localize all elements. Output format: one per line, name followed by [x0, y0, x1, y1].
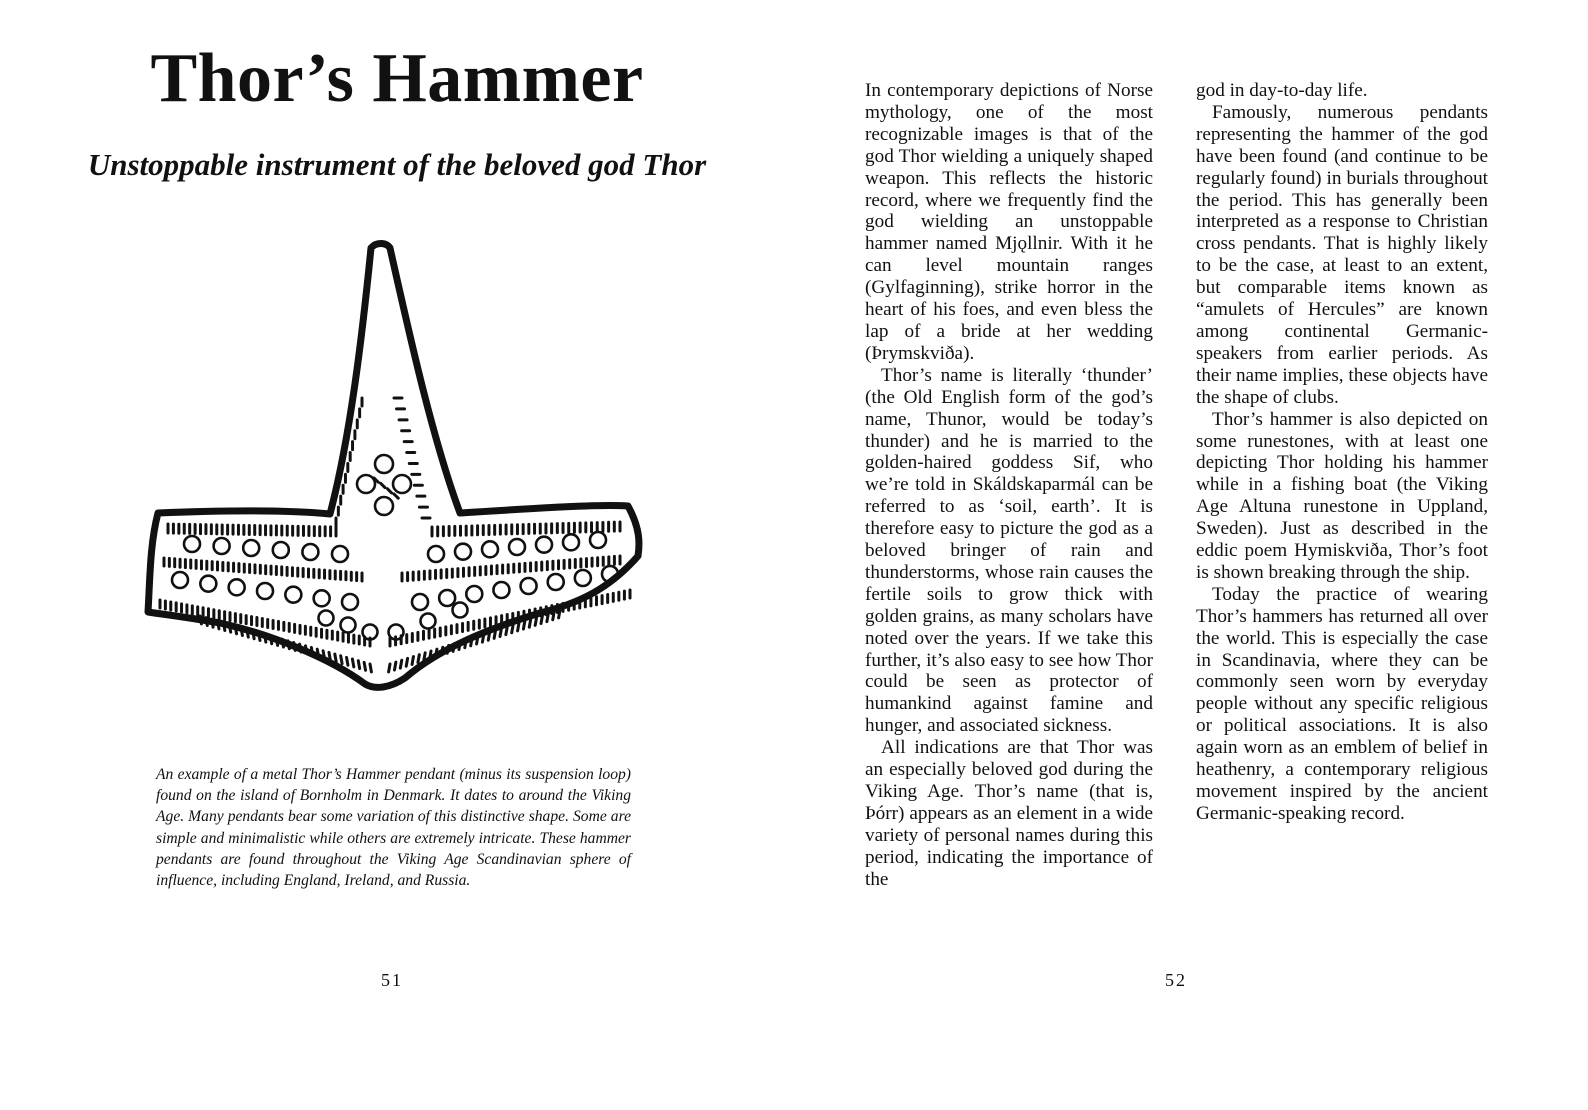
page-number-left: 51: [381, 970, 403, 990]
dash-ornament: [253, 631, 254, 639]
text-column-1: [865, 80, 1153, 891]
dash-ornament: [547, 614, 548, 622]
paragraph: Today the practice of wearing Thor’s hammers has returned all over the world. This is especially the case in Scandinavia, where they can be commonly seen worn by everyday people without any specific religious or political associations. It is also again worn as an emblem of belief in heathenry, a contemporary religious movement inspired by the ancient Germanic-speaking record.: [1196, 583, 1488, 824]
dash-ornament: [229, 624, 230, 632]
dash-ornament: [494, 630, 495, 638]
dash-ornament: [482, 634, 483, 642]
dash-ornament: [506, 627, 507, 635]
dash-ornament: [358, 661, 359, 669]
paragraph: In contemporary depictions of Norse mythology, one of the most recognizable images is that of the god Thor wielding a uniquely shaped weapon. This reflects the historic record, where we frequently find the god wielding an unstoppable hammer named Mjǫllnir. With it he can level mountain ranges (Gylfaginning), strike horror in the heart of his foes, and even bless the lap of a bride at her wedding (Þrymskviða).: [865, 80, 1153, 364]
dash-ornament: [306, 646, 307, 654]
text-column-2: [1196, 80, 1488, 825]
dash-ornament: [282, 639, 283, 647]
paragraph: god in day-to-day life.: [1196, 80, 1368, 101]
paragraph: Thor’s hammer is also depicted on some runestones, with at least one depicting Thor holding his hammer while in a fishing boat (the Viking Age Altuna runestone in Uppland, Sweden). Just as described in the eddic poem Hymiskviða, Thor’s foot is shown breaking through the ship.: [1196, 408, 1488, 583]
dash-ornament: [300, 644, 301, 652]
dash-ornament: [529, 619, 530, 627]
dash-ornament: [535, 617, 536, 625]
dash-ornament: [559, 610, 560, 618]
dash-ornament: [323, 651, 324, 659]
dash-ornament: [541, 616, 542, 624]
dash-ornament: [512, 625, 513, 633]
dash-ornament: [471, 638, 472, 646]
dash-ornament: [394, 662, 395, 670]
dash-ornament: [370, 664, 371, 672]
dash-ornament: [488, 632, 489, 640]
dash-ornament: [553, 612, 554, 620]
illustration-caption: An example of a metal Thor’s Hammer pendant (minus its suspension loop) found on the island of Bornholm in Denmark. It dates to around the Viking Age. Many pendants bear some variation of this distinctive shape. Some are simple and minimalistic while others are extremely intricate. These hammer pendants are found throughout the Viking Age Scandinavian sphere of influence, including England, Ireland, and Russia.: [156, 766, 631, 890]
page-subtitle: Unstoppable instrument of the beloved god Thor: [87, 147, 707, 182]
dash-ornament: [335, 654, 336, 662]
dash-ornament: [406, 658, 407, 666]
dash-ornament: [518, 623, 519, 631]
dash-ornament: [412, 657, 413, 665]
dash-ornament: [341, 656, 342, 664]
dash-ornament: [276, 638, 277, 646]
dash-ornament: [453, 644, 454, 652]
dash-ornament: [500, 629, 501, 637]
dash-ornament: [270, 636, 271, 644]
thors-hammer-pendant-illustration: [140, 238, 660, 698]
dash-ornament: [218, 621, 219, 629]
dash-ornament: [294, 642, 295, 650]
dash-ornament: [329, 652, 330, 660]
dash-ornament: [311, 647, 312, 655]
dash-ornament: [259, 633, 260, 641]
page-number-right: 52: [1165, 970, 1187, 990]
paragraph: Famously, numerous pendants representing the hammer of the god have been found (and continue to be regularly found) in burials throughout the period. This has generally been interpreted as a response to Christian cross pendants. That is highly likely to be the case, at least to an extent, but comparable items known as “amulets of Hercules” are known among continental Germanic-speakers from earlier periods. As their name implies, these objects have the shape of clubs.: [1196, 101, 1488, 408]
dash-ornament: [200, 616, 201, 624]
dash-ornament: [223, 623, 224, 631]
dash-ornament: [389, 664, 390, 672]
dash-ornament: [206, 618, 207, 626]
dash-ornament: [235, 626, 236, 634]
dash-ornament: [465, 640, 466, 648]
dash-ornament: [459, 642, 460, 650]
dash-ornament: [347, 657, 348, 665]
dash-ornament: [317, 649, 318, 657]
dash-ornament: [523, 621, 524, 629]
dash-ornament: [264, 634, 265, 642]
dash-ornament: [247, 629, 248, 637]
dash-ornament: [436, 649, 437, 657]
dash-ornament: [241, 628, 242, 636]
dash-ornament: [447, 645, 448, 653]
paragraph: Thor’s name is literally ‘thunder’ (the Old English form of the god’s name, Thunor, would be today’s thunder) and he is married to the golden-haired goddess Sif, who we’re told in Skáldskaparmál can be referred to as ‘soil, earth’. It is therefore easy to picture the god as a beloved bringer of rain and thunderstorms, whose rain causes the fertile soils to grow thick with golden grains, as many scholars have noted over the years. If we take this further, it’s also easy to see how Thor could be seen as protector of humankind against famine and hunger, and associated sickness.: [865, 364, 1153, 737]
dash-ornament: [424, 653, 425, 661]
dash-ornament: [430, 651, 431, 659]
dash-ornament: [364, 662, 365, 670]
dash-ornament: [477, 636, 478, 644]
page-title: Thor’s Hammer: [150, 40, 644, 117]
dash-ornament: [212, 619, 213, 627]
dash-ornament: [400, 660, 401, 668]
right-page: [794, 0, 1588, 1110]
dash-ornament: [418, 655, 419, 663]
dash-ornament: [352, 659, 353, 667]
dash-ornament: [288, 641, 289, 649]
dash-ornament: [441, 647, 442, 655]
paragraph: All indications are that Thor was an especially beloved god during the Viking Age. Thor’s name (that is, Þórr) appears as an element in a wide variety of personal names during this period, indicating the importance of the: [865, 737, 1153, 890]
